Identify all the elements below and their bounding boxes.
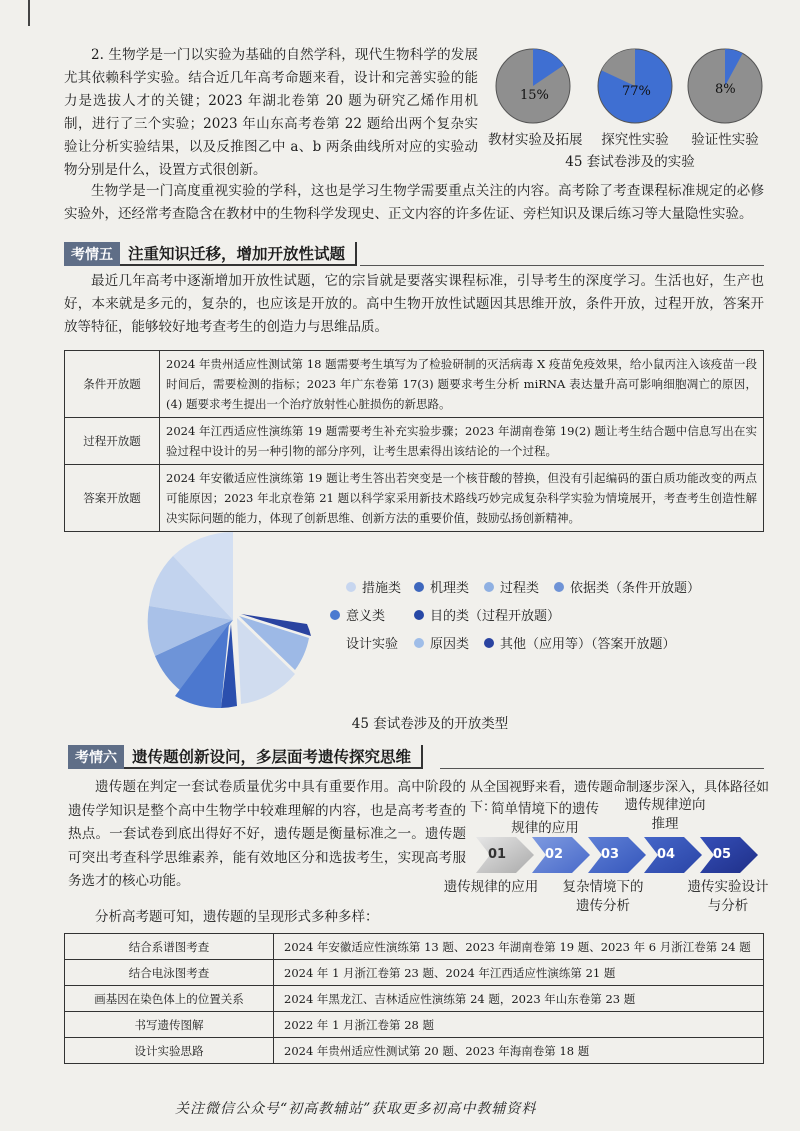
table-content-cell: 2024 年贵州适应性测试第 18 题需要考生填写为了检验研制的灭活病毒 X 疫苗免疫效果，给小鼠丙注入该疫苗一段时间后，需要检测的指标；2023 年广东卷第 17(3) 题要求考生分析 miRNA 表达量升高可影响细胞凋亡的原因，(4) 题要求考生提出一个治疗放射性心脏损伤的新思路。 xyxy=(160,351,764,418)
footer-note: 关注微信公众号“初高教辅站”获取更多初高中教辅资料 xyxy=(175,1101,537,1117)
pie-label: 验证性实验 xyxy=(691,132,759,148)
legend-dot xyxy=(414,610,424,620)
chevron-number-03: 03 xyxy=(601,847,620,862)
table-row xyxy=(65,1038,764,1064)
legend-item xyxy=(414,633,469,652)
legend-label: 依据类（条件开放题） xyxy=(570,581,701,596)
section6-tag: 考情六 xyxy=(68,745,124,769)
step-label-line: 与分析 xyxy=(707,898,749,914)
path-step-2-label xyxy=(470,800,620,838)
legend-label: 其他（应用等）（答案开放题） xyxy=(500,637,676,652)
step-label-line: 遗传分析 xyxy=(576,898,630,914)
legend-label: 设计实验 xyxy=(346,637,399,652)
pie-verification-experiments xyxy=(680,46,770,148)
table-head-cell: 书写遗传图解 xyxy=(65,1012,274,1038)
legend-dot xyxy=(414,638,424,648)
genetics-forms-table xyxy=(64,933,764,1064)
legend-item xyxy=(346,577,401,596)
pie-percent: 15% xyxy=(520,88,549,103)
table-row xyxy=(65,465,764,532)
path-step-5-label xyxy=(678,878,778,916)
section5-tag: 考情五 xyxy=(64,242,120,266)
table-content-cell: 2024 年安徽适应性演练第 13 题、2023 年湖南卷第 19 题、2023 年 6 月浙江卷第 24 题 xyxy=(274,934,764,960)
step-label-line: 推理 xyxy=(651,816,679,832)
table-row xyxy=(65,351,764,418)
pie-label: 探究性实验 xyxy=(601,132,669,148)
table-head-cell: 条件开放题 xyxy=(65,351,160,418)
open-chart-caption: 45 套试卷涉及的开放类型 xyxy=(351,716,509,732)
step-label-line: 复杂情境下的 xyxy=(562,879,644,895)
chevron-number-02: 02 xyxy=(545,847,564,862)
experiment-pies-caption: 45 套试卷涉及的实验 xyxy=(565,154,695,170)
pie-percent: 8% xyxy=(715,82,736,97)
step-label-line: 遗传实验设计 xyxy=(687,879,769,895)
legend-item xyxy=(330,605,385,624)
chevron-number-01: 01 xyxy=(488,847,507,862)
page-edge xyxy=(28,0,30,26)
legend-label: 措施类 xyxy=(362,581,402,596)
table-head-cell: 结合电泳图考查 xyxy=(65,960,274,986)
pie-percent: 77% xyxy=(622,84,651,99)
legend-dot xyxy=(330,610,340,620)
step-label-line: 遗传规律逆向 xyxy=(624,797,706,813)
section6-rule xyxy=(440,768,764,769)
table-content-cell: 2022 年 1 月浙江卷第 28 题 xyxy=(274,1012,764,1038)
legend-label: 意义类 xyxy=(346,609,386,624)
chevron-number-05: 05 xyxy=(713,847,732,862)
step-label-line: 简单情境下的遗传 xyxy=(491,801,599,817)
section5-heading xyxy=(64,242,357,266)
open-type-pie-chart xyxy=(145,528,335,708)
intro-paragraph-2: 生物学是一门高度重视实验的学科，这也是学习生物学需要重点关注的内容。高考除了考查课程标准规定的必修实验外，还经常考查隐含在教材中的生物科学发现史、正文内容的许多佐证、旁栏知识及课后练习等大量隐性实验。 xyxy=(64,183,764,222)
section6-forms-paragraph: 分析高考题可知，遗传题的呈现形式多种多样： xyxy=(95,909,379,925)
table-head-cell: 结合系谱图考查 xyxy=(65,934,274,960)
section6-paragraph-right: 从全国视野来看，遗传题命制逐步深入，具体路径如下： xyxy=(470,780,770,815)
legend-label: 目的类（过程开放题） xyxy=(430,609,561,624)
table-row xyxy=(65,418,764,465)
legend-item xyxy=(414,577,469,596)
legend-label: 原因类 xyxy=(430,637,470,652)
table-content-cell: 2024 年 1 月浙江卷第 23 题、2024 年江西适应性演练第 21 题 xyxy=(274,960,764,986)
legend-dot xyxy=(484,638,494,648)
pie-textbook-experiments xyxy=(488,46,583,148)
step-label-line: 规律的应用 xyxy=(511,820,579,836)
table-content-cell: 2024 年安徽适应性演练第 19 题让考生答出若突变是一个核苷酸的替换，但没有引起编码的蛋白质功能改变的两点可能原因；2023 年北京卷第 21 题以科学家采用新技术路线巧妙完成复杂科学实验为情境展开，考查考生创造性解决实际问题的能力，体现了创新思维、创新方法的重要价值，鼓励弘扬创新精神。 xyxy=(160,465,764,532)
legend-item xyxy=(484,633,676,652)
section6-title: 遗传题创新设问，多层面考遗传探究思维 xyxy=(124,745,423,769)
table-row xyxy=(65,934,764,960)
section5-title: 注重知识迁移，增加开放性试题 xyxy=(120,242,357,266)
table-row xyxy=(65,986,764,1012)
table-head-cell: 画基因在染色体上的位置关系 xyxy=(65,986,274,1012)
section5-paragraph: 最近几年高考中逐渐增加开放性试题，它的宗旨就是要落实课程标准，引导考生的深度学习。生活也好，生产也好，本来就是多元的，复杂的，也应该是开放的。高中生物开放性试题因其思维开放，条件开放，过程开放，答案开放等特征，能够较好地考查考生的创造力与思维品质。 xyxy=(64,273,764,335)
pie-inquiry-experiments xyxy=(590,46,680,148)
pie-label: 教材实验及拓展 xyxy=(488,132,583,148)
legend-dot xyxy=(554,582,564,592)
table-content-cell: 2024 年贵州适应性测试第 20 题、2023 年海南卷第 18 题 xyxy=(274,1038,764,1064)
table-head-cell: 设计实验思路 xyxy=(65,1038,274,1064)
table-content-cell: 2024 年黑龙江、吉林适应性演练第 24 题，2023 年山东卷第 23 题 xyxy=(274,986,764,1012)
table-head-cell: 过程开放题 xyxy=(65,418,160,465)
section5-rule xyxy=(360,265,764,266)
legend-dot xyxy=(346,582,356,592)
open-question-table xyxy=(64,350,764,532)
legend-label: 机理类 xyxy=(430,581,470,596)
table-content-cell: 2024 年江西适应性演练第 19 题需要考生补充实验步骤；2023 年湖南卷第 19(2) 题让考生结合题中信息写出在实验过程中设计的另一种引物的部分序列，让考生思索得出该结论的一个过程。 xyxy=(160,418,764,465)
legend-item xyxy=(414,605,560,624)
legend-item xyxy=(554,577,700,596)
table-row xyxy=(65,1012,764,1038)
section6-heading xyxy=(68,745,423,769)
table-head-cell: 答案开放题 xyxy=(65,465,160,532)
path-step-4-label xyxy=(610,796,720,834)
legend-item xyxy=(484,577,539,596)
legend-dot xyxy=(414,582,424,592)
pie-chart-textbook xyxy=(493,46,573,126)
table-row xyxy=(65,960,764,986)
legend-label: 过程类 xyxy=(500,581,540,596)
intro-paragraph-1: 2. 生物学是一门以实验为基础的自然学科，现代生物科学的发展尤其依赖科学实验。结合近几年高考命题来看，设计和完善实验的能力是选拔人才的关键；2023 年湖北卷第 20 题为研究乙烯作用机制，进行了三个实验；2023 年山东高考卷第 22 题给出两个复杂实验让分析实验结果，以及反推图乙中 a、b 两条曲线所对应的实验动物分别是什么，设置方式很创新。 xyxy=(64,47,478,178)
section6-paragraph-left: 遗传题在判定一套试卷质量优劣中具有重要作用。高中阶段的遗传学知识是整个高中生物学中较难理解的内容，也是高考考查的热点。一套试卷到底出得好不好，遗传题是衡量标准之一。遗传题可突出考查科学思维素养，能有效地区分和选拔考生，实现高考服务选才的核心功能。 xyxy=(68,779,466,889)
legend-prefix xyxy=(346,633,398,652)
legend-dot xyxy=(484,582,494,592)
path-step-1-label: 遗传规律的应用 xyxy=(443,879,539,895)
chevron-number-04: 04 xyxy=(657,847,676,862)
